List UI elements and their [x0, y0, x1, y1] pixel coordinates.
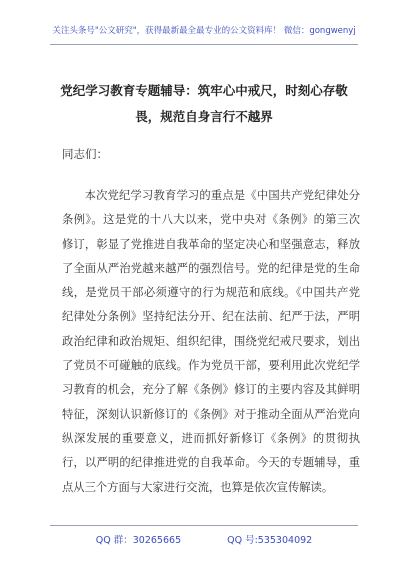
footer-divider	[50, 525, 358, 526]
document-title: 党纪学习教育专题辅导：筑牢心中戒尺，时刻心存敬畏，规范自身言行不越界	[60, 83, 348, 124]
footer	[0, 532, 408, 546]
body-paragraph: 本次党纪学习教育学习的重点是《中国共产党纪律处分条例》。这是党的十八大以来，党中央对《条例》的第三次修订，彰显了党推进自我革命的坚定决心和坚强意志，释放了全面从严治党越来越严的强烈信号。党的纪律是党的生命线，是党员干部必须遵守的行为规范和底线。《中国共产党纪律处分条例》坚持纪法分开、纪在法前、纪严于法，严明政治纪律和政治规矩、组织纪律，围绕党纪戒尺要求，划出了党员不可碰触的底线。作为党员干部，要利用此次党纪学习教育的机会，充分了解《条例》修订的主要内容及其鲜明特征，深刻认识新修订的《条例》对于推动全面从严治党向纵深发展的重要意义，进而抓好新修订《条例》的贯彻执行，以严明的纪律推进党的自我革命。今天的专题辅导，重点从三个方面与大家进行交流，也算是依次宣传解读。	[62, 189, 360, 494]
header-divider	[50, 44, 358, 45]
greeting: 同志们：	[62, 147, 108, 161]
footer-qq-number: QQ 号:535304092	[227, 535, 313, 546]
footer-qq-group: QQ 群：30265665	[95, 535, 182, 546]
header-promo-text: 关注头条号"公文研究"，获得最新最全最专业的公文资料库！ 微信：gongwenyj	[52, 26, 356, 36]
